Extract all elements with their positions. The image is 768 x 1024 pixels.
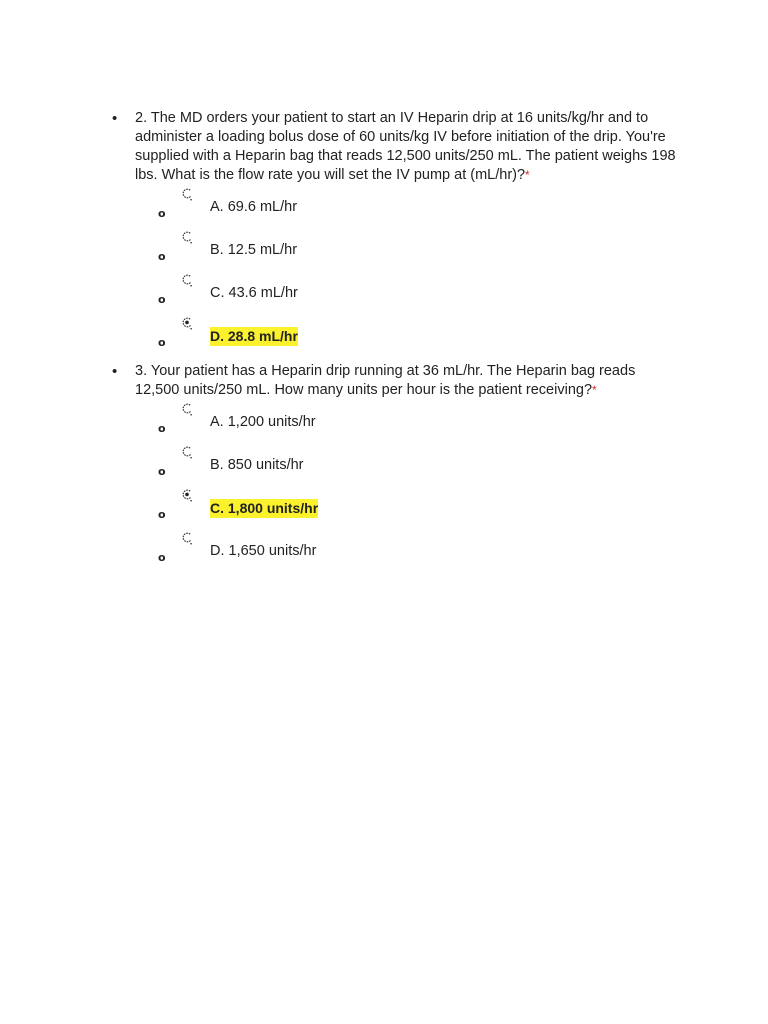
option-bullet: o	[158, 465, 166, 478]
answer-option[interactable]	[112, 445, 672, 488]
answer-options	[112, 402, 672, 574]
option-label-selected: C. 1,800 units/hr	[210, 500, 319, 516]
question-bullet: •	[112, 363, 118, 380]
question-text	[135, 362, 680, 400]
radio-unchecked-icon[interactable]	[181, 230, 193, 244]
question-text	[135, 109, 680, 185]
answer-option[interactable]	[112, 273, 672, 316]
answer-option[interactable]	[112, 187, 672, 230]
option-label: B. 850 units/hr	[210, 457, 304, 473]
option-bullet: o	[158, 551, 166, 564]
question-3	[112, 362, 672, 574]
answer-option-selected[interactable]	[112, 488, 672, 531]
question-2	[112, 109, 676, 359]
radio-unchecked-icon[interactable]	[181, 531, 193, 545]
option-label: B. 12.5 mL/hr	[210, 242, 298, 258]
option-label: D. 1,650 units/hr	[210, 543, 317, 559]
radio-checked-icon[interactable]	[181, 488, 193, 502]
radio-unchecked-icon[interactable]	[181, 402, 193, 416]
answer-option[interactable]	[112, 230, 672, 273]
option-bullet: o	[158, 336, 166, 349]
option-bullet: o	[158, 508, 166, 521]
option-bullet: o	[158, 250, 166, 263]
question-text-body: 3. Your patient has a Heparin drip running at 36 mL/hr. The Heparin bag reads 12,500 units/250 mL. How many units per hour is the patient receiving?	[135, 363, 636, 398]
answer-options	[112, 187, 672, 359]
option-bullet: o	[158, 422, 166, 435]
radio-checked-icon[interactable]	[181, 316, 193, 330]
option-bullet: o	[158, 207, 166, 220]
answer-option[interactable]	[112, 531, 672, 574]
option-bullet: o	[158, 293, 166, 306]
answer-option-selected[interactable]	[112, 316, 672, 359]
option-label: C. 43.6 mL/hr	[210, 285, 298, 301]
radio-unchecked-icon[interactable]	[181, 445, 193, 459]
option-label: A. 69.6 mL/hr	[210, 199, 298, 215]
radio-unchecked-icon[interactable]	[181, 187, 193, 201]
required-marker: *	[592, 383, 597, 397]
question-text-body: 2. The MD orders your patient to start an IV Heparin drip at 16 units/kg/hr and to administer a loading bolus dose of 60 units/kg IV before initiation of the drip. You're supplied with a Heparin bag that reads 12,500 units/250 mL. The patient weighs 198 lbs. What is the flow rate you will set the IV pump at (mL/hr)?	[135, 110, 676, 183]
option-label: A. 1,200 units/hr	[210, 414, 316, 430]
question-bullet: •	[112, 110, 118, 127]
answer-option[interactable]	[112, 402, 672, 445]
required-marker: *	[525, 168, 530, 182]
option-label-selected: D. 28.8 mL/hr	[210, 328, 298, 344]
radio-unchecked-icon[interactable]	[181, 273, 193, 287]
